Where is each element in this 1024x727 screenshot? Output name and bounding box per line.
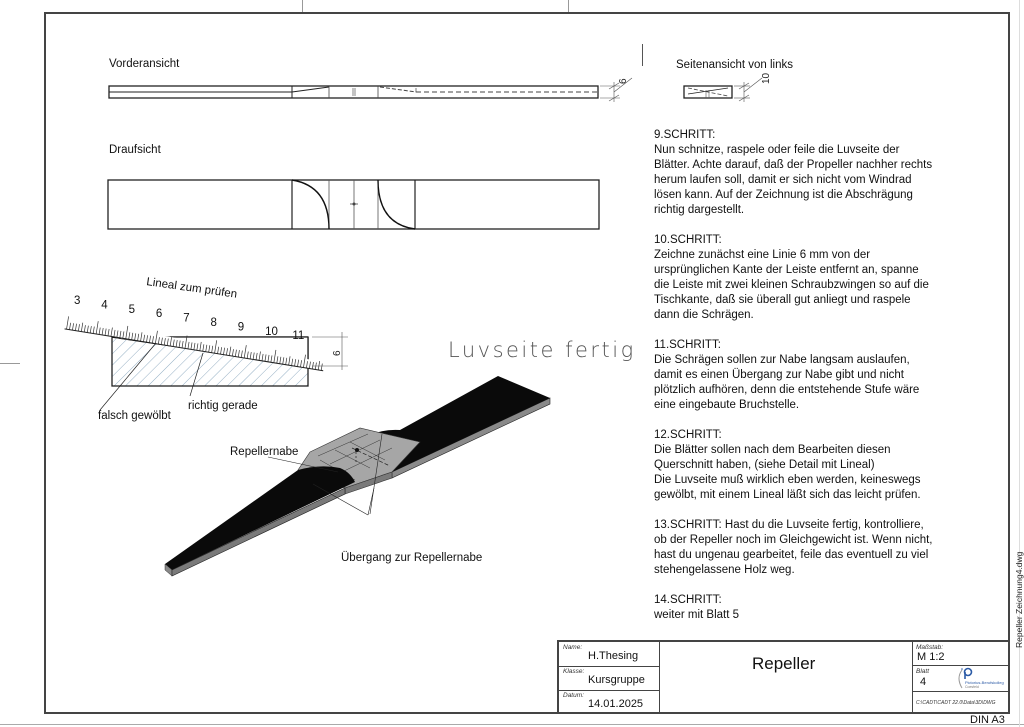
side-view-label: Seitenansicht von links — [676, 59, 793, 71]
ruler-tick-label: 7 — [183, 312, 190, 325]
ruler-tick-label: 4 — [101, 299, 108, 312]
label-falsch-gewoelbt: falsch gewölbt — [98, 410, 171, 422]
date-label: Datum: — [563, 692, 584, 699]
school-logo — [954, 666, 1008, 690]
trim-mark-top-2 — [568, 0, 569, 12]
logo-icon — [954, 666, 1008, 690]
top-view-drawing — [100, 172, 610, 236]
label-uebergang: Übergang zur Repellernabe — [341, 552, 483, 564]
label-repellernabe: Repellernabe — [230, 446, 299, 458]
sheet-label: Blatt — [916, 668, 930, 675]
step-10: 10.SCHRITT: Zeichne zunächst eine Linie 6 mm von der ursprünglichen Kante der Leiste entfernt an, spanne die Leiste mit zwei kleinen Schraubzwingen so auf die Tischkante, daß sie überall gut anliegt und raspele dann die Schrägen. — [654, 234, 929, 321]
instruction-steps — [654, 128, 984, 638]
file-path: C:\CADT\CADT 22.0\Data\3D\DWG — [916, 700, 996, 706]
title-block — [557, 640, 1008, 714]
trim-mark-bottom — [0, 724, 1024, 725]
front-view-dimension: 6 — [618, 78, 629, 84]
ruler-tick-label: 10 — [265, 325, 278, 338]
paper-format: DIN A3 — [970, 714, 1005, 726]
ruler-tick-label: 9 — [237, 321, 245, 334]
step-9: 9.SCHRITT: Nun schnitze, raspele oder feile die Luvseite der Blätter. Achte darauf, daß der Propeller nachher rechts herum laufen soll, damit er sich nicht vom Windrad lösen kann. Auf der Zeichnung ist die Abschrägung richtig dargestellt. — [654, 129, 933, 216]
scale-label: Maßstab: — [916, 644, 944, 651]
ruler-dimension: 6 — [332, 350, 343, 356]
label-richtig-gerade: richtig gerade — [188, 400, 258, 412]
name-value: H.Thesing — [588, 650, 639, 662]
view-divider — [642, 44, 643, 66]
drawing-title: Repeller — [752, 654, 816, 673]
class-label: Klasse: — [563, 668, 585, 675]
step-14: 14.SCHRITT: weiter mit Blatt 5 — [654, 594, 739, 621]
sheet-value: 4 — [920, 676, 927, 688]
class-value: Kursgruppe — [588, 674, 645, 686]
step-13: 13.SCHRITT: Hast du die Luvseite fertig, kontrolliere, ob der Repeller noch im Gleichgewicht ist. Wenn nicht, hast du ungenau gearbeitet, feile das eventuell zu viel stehengelassene Holz weg. — [654, 519, 933, 576]
front-view-drawing — [100, 72, 640, 104]
trim-mark-left — [0, 363, 20, 364]
name-label: Name: — [563, 644, 583, 651]
ruler-tick-label: 3 — [74, 295, 81, 307]
step-11: 11.SCHRITT: Die Schrägen sollen zur Nabe langsam auslaufen, damit es einen Übergang zur Nabe gibt und nicht plötzlich aufhören, denn die entstehende Stufe wäre eine eingebaute Bruchstelle. — [654, 339, 920, 411]
logo-subtext: Coesfeld — [965, 685, 979, 689]
ruler-tick-label: 6 — [155, 308, 163, 321]
side-view-drawing — [680, 70, 780, 106]
ruler-tick-label: 11 — [292, 330, 305, 343]
trim-mark-top-1 — [302, 0, 303, 12]
ruler-tick-label: 5 — [128, 303, 136, 316]
step-12: 12.SCHRITT: Die Blätter sollen nach dem Bearbeiten diesen Querschnitt haben, (siehe Detail mit Lineal) Die Luvseite muß wirklich eben werden, keineswegs gewölbt, mit einem Lineal läßt sich das leicht prüfen. — [654, 429, 921, 501]
isometric-view — [160, 360, 610, 580]
top-view-label: Draufsicht — [109, 144, 161, 156]
ruler-tick-label: 8 — [210, 317, 217, 329]
front-view-label: Vorderansicht — [109, 58, 180, 70]
logo-text: Pictorius-Berufskolleg — [965, 680, 1004, 685]
date-value: 14.01.2025 — [588, 698, 644, 710]
scale-value: M 1:2 — [917, 651, 945, 663]
side-view-dimension: 10 — [761, 72, 772, 84]
iso-caption: Luvseite fertig — [448, 338, 636, 362]
ruler-title: Lineal zum prüfen — [145, 276, 238, 301]
file-name: Repeller Zeichnung4.dwg — [1014, 551, 1024, 648]
